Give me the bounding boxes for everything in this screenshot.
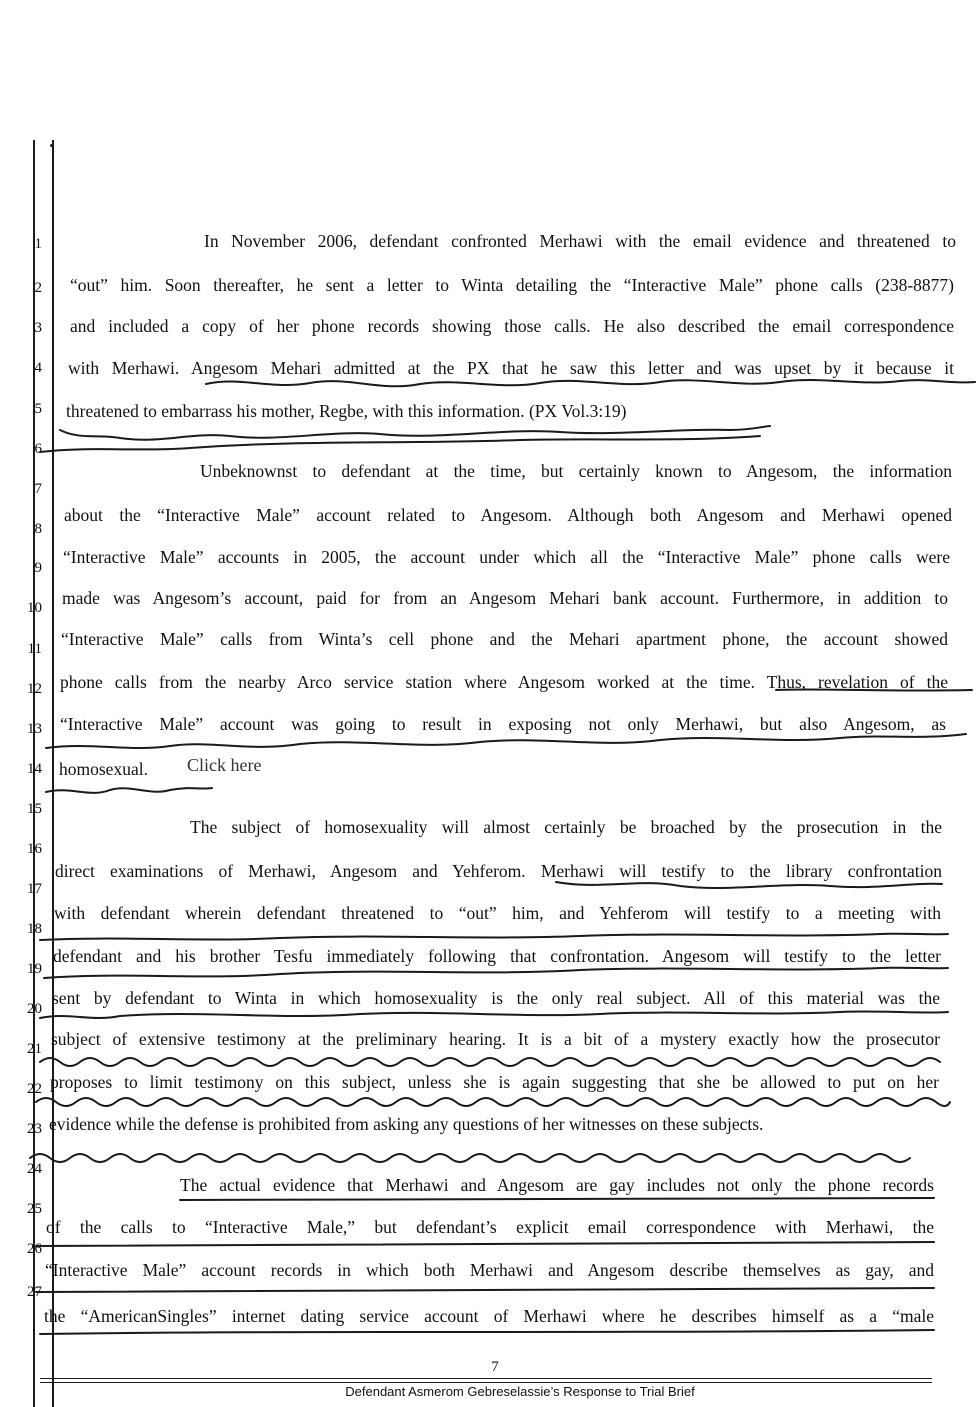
underline-line-14: [46, 788, 212, 793]
text-line: In November 2006, defendant confronted Merhawi with the email evidence and threatened to: [204, 231, 956, 251]
line-number: 22: [27, 1081, 42, 1097]
text-line: of the calls to “Interactive Male,” but defendant’s explicit email correspondence with Merhawi, the: [46, 1217, 934, 1237]
line-number: 17: [27, 881, 42, 897]
text-line: and included a copy of her phone records showing those calls. He also described the email correspondence: [70, 316, 954, 336]
line-number: 23: [27, 1121, 42, 1137]
line-number: 16: [27, 841, 42, 857]
text-line: “Interactive Male” account was going to result in exposing not only Merhawi, but also Angesom, as: [60, 714, 946, 734]
text-line: proposes to limit testimony on this subject, unless she is again suggesting that she be allowed to put on her: [50, 1072, 939, 1092]
text-line: with defendant wherein defendant threatened to “out” him, and Yehferom will testify to a meeting with: [54, 903, 941, 923]
footer-title: Defendant Asmerom Gebreselassie’s Response to Trial Brief: [345, 1384, 695, 1399]
footer-rule: [40, 1378, 932, 1379]
line-number: 24: [27, 1161, 42, 1177]
line-number: 25: [27, 1201, 42, 1217]
line-number: 7: [34, 481, 42, 497]
text-line: “out” him. Soon thereafter, he sent a letter to Winta detailing the “Interactive Male” phone calls (238-8877): [70, 275, 954, 295]
line-number: 19: [27, 961, 42, 977]
underline-line-4: [206, 380, 975, 386]
underline-line-24: [180, 1198, 934, 1200]
text-line: homosexual.: [59, 759, 148, 779]
line-number: 26: [27, 1241, 42, 1257]
underline-line-26: [36, 1288, 934, 1292]
text-line: “Interactive Male” accounts in 2005, the account under which all the “Interactive Male” phone calls were: [63, 547, 950, 567]
line-number: 5: [34, 401, 42, 417]
line-number: 21: [27, 1041, 42, 1057]
underline-line-13: [46, 734, 966, 748]
underline-line-22: [36, 1098, 950, 1106]
text-line: about the “Interactive Male” account related to Angesom. Although both Angesom and Merhawi opened: [64, 505, 952, 525]
line-number: 1: [34, 236, 42, 252]
underline-line-20: [40, 1011, 948, 1018]
line-number: 10: [27, 600, 42, 616]
text-line: threatened to embarrass his mother, Regbe, with this information. (PX Vol.3:19): [66, 401, 627, 421]
text-line: direct examinations of Merhawi, Angesom and Yehferom. Merhawi will testify to the library confrontation: [55, 861, 942, 881]
underline-line-27: [40, 1330, 934, 1334]
text-line: sent by defendant to Winta in which homosexuality is the only real subject. All of this material was the: [52, 988, 940, 1008]
line-number: 6: [34, 441, 42, 457]
text-line: The actual evidence that Merhawi and Angesom are gay includes not only the phone records: [180, 1175, 934, 1195]
line-number: 9: [34, 560, 42, 576]
line-number: 8: [34, 521, 42, 537]
line-number: 27: [27, 1284, 42, 1300]
text-line: The subject of homosexuality will almost certainly be broached by the prosecution in the: [190, 817, 942, 837]
text-line: the “AmericanSingles” internet dating service account of Merhawi where he describes himself as a “male: [44, 1306, 934, 1326]
text-line: evidence while the defense is prohibited from asking any questions of her witnesses on these subjects.: [49, 1114, 764, 1134]
underline-line-5b: [40, 436, 760, 452]
line-number: 18: [27, 921, 42, 937]
line-number: 13: [27, 721, 42, 737]
line-number: 4: [34, 360, 42, 376]
click-here-link[interactable]: Click here: [187, 755, 262, 775]
text-line: subject of extensive testimony at the preliminary hearing. It is a bit of a mystery exactly how the prosecutor: [51, 1029, 940, 1049]
text-line: “Interactive Male” calls from Winta’s cell phone and the Mehari apartment phone, the account showed: [61, 629, 948, 649]
line-number: 11: [27, 641, 42, 657]
footer-rule-second: [40, 1382, 932, 1383]
line-number: 12: [27, 681, 42, 697]
underline-line-17: [556, 882, 942, 888]
line-number: 3: [34, 320, 42, 336]
line-number: 2: [34, 280, 42, 296]
underline-line-18: [40, 934, 948, 940]
stray-mark: [50, 144, 53, 147]
underline-line-21: [40, 1058, 940, 1066]
text-line: defendant and his brother Tesfu immediately following that confrontation. Angesom will testify to the letter: [53, 946, 941, 966]
line-number: 20: [27, 1001, 42, 1017]
page-number: 7: [491, 1359, 499, 1375]
line-number: 15: [27, 801, 42, 817]
text-line: with Merhawi. Angesom Mehari admitted at the PX that he saw this letter and was upset by it because it: [68, 358, 954, 378]
underline-line-5: [60, 426, 770, 440]
text-line: made was Angesom’s account, paid for from an Angesom Mehari bank account. Furthermore, in addition to: [62, 588, 948, 608]
underline-line-23: [30, 1154, 910, 1162]
text-line: Unbeknownst to defendant at the time, but certainly known to Angesom, the information: [200, 461, 952, 481]
text-line: “Interactive Male” account records in which both Merhawi and Angesom describe themselves as gay, and: [45, 1260, 934, 1280]
text-line: phone calls from the nearby Arco service station where Angesom worked at the time. Thus, revelation of the: [60, 672, 948, 692]
underline-line-19: [44, 968, 948, 978]
line-number: 14: [27, 761, 42, 777]
underline-line-25: [36, 1242, 934, 1246]
